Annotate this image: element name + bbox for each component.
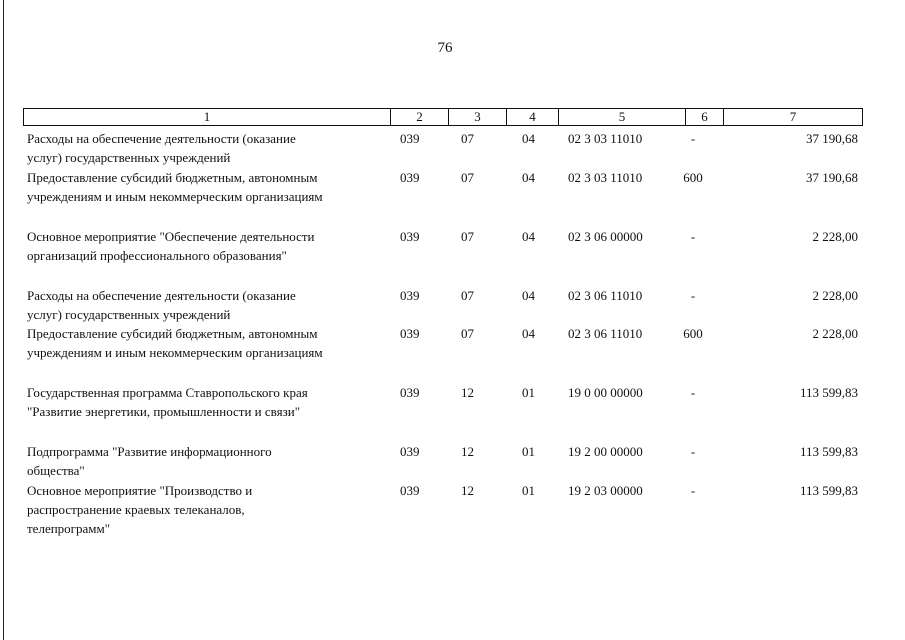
- row-col-7: 2 228,00: [812, 229, 858, 244]
- row-col-4: 01: [522, 444, 535, 459]
- row-col-7: 2 228,00: [812, 288, 858, 303]
- header-col-7: 7: [723, 109, 862, 125]
- row-col-6: -: [690, 288, 696, 303]
- row-name: Расходы на обеспечение деятельности (оказание услуг) государственных учреждений: [27, 131, 296, 165]
- row-col-4: 04: [522, 326, 535, 341]
- header-col-3: 3: [448, 109, 506, 125]
- row-col-5: 19 0 00 00000: [568, 385, 643, 400]
- row-col-6: -: [690, 131, 696, 146]
- row-col-6: -: [690, 483, 696, 498]
- row-col-4: 04: [522, 131, 535, 146]
- row-col-6: 600: [683, 326, 703, 341]
- left-margin-rule: [3, 0, 4, 640]
- row-col-5: 19 2 00 00000: [568, 444, 643, 459]
- row-col-3: 12: [461, 385, 474, 400]
- row-col-6: -: [690, 385, 696, 400]
- row-col-5: 19 2 03 00000: [568, 483, 643, 498]
- row-col-3: 07: [461, 288, 474, 303]
- row-col-7: 113 599,83: [799, 444, 858, 459]
- row-name: Основное мероприятие "Производство и распространение краевых телеканалов, телепрограмм": [27, 483, 253, 536]
- row-col-5: 02 3 06 11010: [568, 326, 643, 341]
- row-name: Государственная программа Ставропольского края "Развитие энергетики, промышленности и связи": [27, 385, 308, 419]
- row-col-2: 039: [400, 288, 420, 303]
- row-name: Подпрограмма "Развитие информационного общества": [27, 444, 272, 478]
- row-col-7: 2 228,00: [812, 326, 858, 341]
- row-col-7: 113 599,83: [799, 385, 858, 400]
- header-col-1: 1: [203, 109, 211, 124]
- row-col-6: -: [690, 444, 696, 459]
- row-col-5: 02 3 06 00000: [568, 229, 643, 244]
- table-header: [23, 108, 863, 126]
- row-col-4: 01: [522, 385, 535, 400]
- row-col-5: 02 3 03 11010: [568, 170, 643, 185]
- row-col-4: 04: [522, 229, 535, 244]
- header-col-6: 6: [685, 109, 723, 125]
- row-name: Основное мероприятие "Обеспечение деятельности организаций профессионального образования": [27, 229, 315, 263]
- page-number: 76: [437, 40, 453, 56]
- row-col-3: 07: [461, 229, 474, 244]
- row-col-4: 04: [522, 170, 535, 185]
- row-col-5: 02 3 06 11010: [568, 288, 643, 303]
- row-col-3: 12: [461, 444, 474, 459]
- row-col-7: 37 190,68: [806, 131, 858, 146]
- row-col-2: 039: [400, 131, 420, 146]
- row-col-2: 039: [400, 385, 420, 400]
- row-col-2: 039: [400, 326, 420, 341]
- row-col-6: 600: [683, 170, 703, 185]
- row-col-2: 039: [400, 170, 420, 185]
- row-col-4: 04: [522, 288, 535, 303]
- row-col-7: 113 599,83: [799, 483, 858, 498]
- row-name: Расходы на обеспечение деятельности (оказание услуг) государственных учреждений: [27, 288, 296, 322]
- row-col-4: 01: [522, 483, 535, 498]
- row-col-2: 039: [400, 444, 420, 459]
- header-col-4: 4: [506, 109, 558, 125]
- row-col-3: 07: [461, 131, 474, 146]
- row-col-6: -: [690, 229, 696, 244]
- row-col-3: 07: [461, 170, 474, 185]
- header-col-5: 5: [558, 109, 685, 125]
- row-col-2: 039: [400, 229, 420, 244]
- row-col-3: 07: [461, 326, 474, 341]
- row-col-2: 039: [400, 483, 420, 498]
- row-col-3: 12: [461, 483, 474, 498]
- row-name: Предоставление субсидий бюджетным, автономным учреждениям и иным некоммерческим организациям: [27, 326, 323, 360]
- header-col-2: 2: [390, 109, 448, 125]
- row-name: Предоставление субсидий бюджетным, автономным учреждениям и иным некоммерческим организациям: [27, 170, 323, 204]
- row-col-7: 37 190,68: [806, 170, 858, 185]
- row-col-5: 02 3 03 11010: [568, 131, 643, 146]
